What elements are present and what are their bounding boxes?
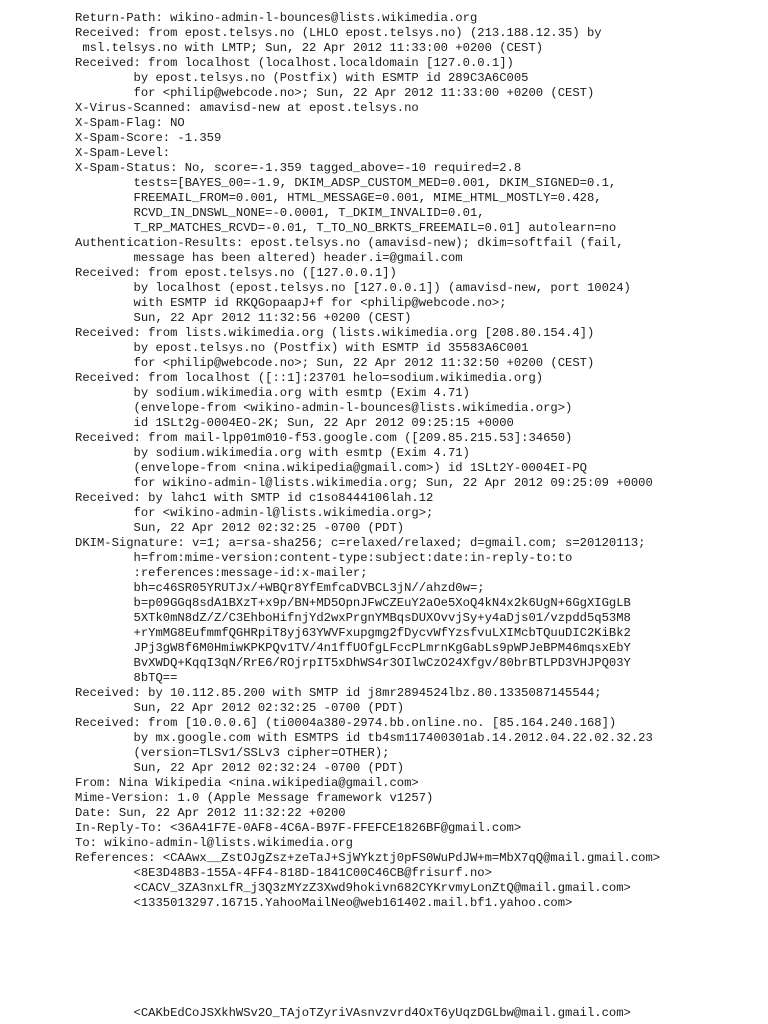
header-line: by localhost (epost.telsys.no [127.0.0.1]) (amavisd-new, port 10024) bbox=[75, 281, 631, 295]
header-line: (envelope-from <nina.wikipedia@gmail.com>) id 1SLt2Y-0004EI-PQ bbox=[75, 461, 587, 475]
header-line: X-Spam-Score: -1.359 bbox=[75, 131, 222, 145]
header-line: To: wikino-admin-l@lists.wikimedia.org bbox=[75, 836, 353, 850]
header-line: Received: from lists.wikimedia.org (lists.wikimedia.org [208.80.154.4]) bbox=[75, 326, 595, 340]
header-line: with ESMTP id RKQGopaapJ+f for <philip@webcode.no>; bbox=[75, 296, 507, 310]
header-line: Sun, 22 Apr 2012 02:32:25 -0700 (PDT) bbox=[75, 701, 405, 715]
header-line: id 1SLt2g-0004EO-2K; Sun, 22 Apr 2012 09:25:15 +0000 bbox=[75, 416, 514, 430]
header-line: 5XTk0mN8dZ/Z/C3EhboHifnjYd2wxPrgnYMBqsDUXOvvjSy+y4aDjs01/vzpdd5q53M8 bbox=[75, 611, 631, 625]
header-line: by sodium.wikimedia.org with esmtp (Exim 4.71) bbox=[75, 386, 470, 400]
header-line: From: Nina Wikipedia <nina.wikipedia@gmail.com> bbox=[75, 776, 419, 790]
header-line: Received: from epost.telsys.no ([127.0.0.1]) bbox=[75, 266, 397, 280]
header-line: Return-Path: wikino-admin-l-bounces@lists.wikimedia.org bbox=[75, 11, 478, 25]
header-line: References: <CAAwx__ZstOJgZsz+zeTaJ+SjWYkztj0pFS0WuPdJW+m=MbX7qQ@mail.gmail.com> bbox=[75, 851, 661, 865]
header-line: <CACV_3ZA3nxLfR_j3Q3zMYzZ3Xwd9hokivn682CYKrvmyLonZtQ@mail.gmail.com> bbox=[75, 881, 631, 895]
header-line: by sodium.wikimedia.org with esmtp (Exim 4.71) bbox=[75, 446, 470, 460]
header-line: by epost.telsys.no (Postfix) with ESMTP id 289C3A6C005 bbox=[75, 71, 529, 85]
header-line: for <wikino-admin-l@lists.wikimedia.org>; bbox=[75, 506, 434, 520]
header-line: DKIM-Signature: v=1; a=rsa-sha256; c=relaxed/relaxed; d=gmail.com; s=20120113; bbox=[75, 536, 646, 550]
header-line: tests=[BAYES_00=-1.9, DKIM_ADSP_CUSTOM_MED=0.001, DKIM_SIGNED=0.1, bbox=[75, 176, 617, 190]
header-line: (version=TLSv1/SSLv3 cipher=OTHER); bbox=[75, 746, 390, 760]
header-line: 8bTQ== bbox=[75, 671, 178, 685]
header-line: bh=c46SR05YRUTJx/+WBQr8YfEmfcaDVBCL3jN//ahzd0w=; bbox=[75, 581, 485, 595]
header-line: by epost.telsys.no (Postfix) with ESMTP id 35583A6C001 bbox=[75, 341, 529, 355]
header-line: X-Spam-Status: No, score=-1.359 tagged_above=-10 required=2.8 bbox=[75, 161, 522, 175]
header-line: +rYmMG8EufmmfQGHRpiT8yj63YWVFxupgmg2fDycvWfYzsfvuLXIMcbTQuuDIC2KiBk2 bbox=[75, 626, 631, 640]
header-line: Date: Sun, 22 Apr 2012 11:32:22 +0200 bbox=[75, 806, 346, 820]
header-line: Sun, 22 Apr 2012 02:32:24 -0700 (PDT) bbox=[75, 761, 405, 775]
header-line: (envelope-from <wikino-admin-l-bounces@lists.wikimedia.org>) bbox=[75, 401, 573, 415]
references-continuation-line: <CAKbEdCoJSXkhWSv2O_TAjoTZyriVAsnvzvrd4OxT6yUqzDGLbw@mail.gmail.com> bbox=[75, 1006, 631, 1020]
header-line: <1335013297.16715.YahooMailNeo@web161402.mail.bf1.yahoo.com> bbox=[75, 896, 573, 910]
header-line: <8E3D48B3-155A-4FF4-818D-1841C00C46CB@frisurf.no> bbox=[75, 866, 492, 880]
header-line: Authentication-Results: epost.telsys.no (amavisd-new); dkim=softfail (fail, bbox=[75, 236, 624, 250]
header-line: FREEMAIL_FROM=0.001, HTML_MESSAGE=0.001, MIME_HTML_MOSTLY=0.428, bbox=[75, 191, 602, 205]
header-line: Sun, 22 Apr 2012 11:32:56 +0200 (CEST) bbox=[75, 311, 412, 325]
header-line: h=from:mime-version:content-type:subject:date:in-reply-to:to bbox=[75, 551, 573, 565]
header-line: RCVD_IN_DNSWL_NONE=-0.0001, T_DKIM_INVALID=0.01, bbox=[75, 206, 485, 220]
header-line: JPj3gW8f6M0HmiwKPKPQv1TV/4n1ffUOfgLFccPLmrnKgGabLs9pWPJeBPM46mqsxEbY bbox=[75, 641, 631, 655]
header-line: Received: by 10.112.85.200 with SMTP id j8mr2894524lbz.80.1335087145544; bbox=[75, 686, 602, 700]
header-line: message has been altered) header.i=@gmail.com bbox=[75, 251, 463, 265]
email-raw-headers bbox=[75, 11, 660, 911]
header-line: BvXWDQ+KqqI3qN/RrE6/ROjrpIT5xDhWS4r3OIlwCzO24Xfgv/80brBTLPD3VHJPQ03Y bbox=[75, 656, 631, 670]
header-line: In-Reply-To: <36A41F7E-0AF8-4C6A-B97F-FFEFCE1826BF@gmail.com> bbox=[75, 821, 522, 835]
header-line: T_RP_MATCHES_RCVD=-0.01, T_TO_NO_BRKTS_FREEMAIL=0.01] autolearn=no bbox=[75, 221, 617, 235]
header-line: msl.telsys.no with LMTP; Sun, 22 Apr 2012 11:33:00 +0200 (CEST) bbox=[75, 41, 544, 55]
header-line: for wikino-admin-l@lists.wikimedia.org; Sun, 22 Apr 2012 09:25:09 +0000 bbox=[75, 476, 653, 490]
header-line: Received: from [10.0.0.6] (ti0004a380-2974.bb.online.no. [85.164.240.168]) bbox=[75, 716, 617, 730]
header-line: for <philip@webcode.no>; Sun, 22 Apr 2012 11:32:50 +0200 (CEST) bbox=[75, 356, 595, 370]
header-line: Received: from localhost (localhost.localdomain [127.0.0.1]) bbox=[75, 56, 514, 70]
header-line: Sun, 22 Apr 2012 02:32:25 -0700 (PDT) bbox=[75, 521, 405, 535]
header-line: for <philip@webcode.no>; Sun, 22 Apr 2012 11:33:00 +0200 (CEST) bbox=[75, 86, 595, 100]
header-line: Received: from mail-lpp01m010-f53.google.com ([209.85.215.53]:34650) bbox=[75, 431, 573, 445]
header-line: X-Spam-Flag: NO bbox=[75, 116, 185, 130]
header-line: Mime-Version: 1.0 (Apple Message framework v1257) bbox=[75, 791, 434, 805]
header-line: Received: by lahc1 with SMTP id c1so8444106lah.12 bbox=[75, 491, 434, 505]
header-line: X-Virus-Scanned: amavisd-new at epost.telsys.no bbox=[75, 101, 419, 115]
header-line: :references:message-id:x-mailer; bbox=[75, 566, 368, 580]
header-line: by mx.google.com with ESMTPS id tb4sm117400301ab.14.2012.04.22.02.32.23 bbox=[75, 731, 653, 745]
header-line: b=p09GGq8sdA1BXzT+x9p/BN+MD5OpnJFwCZEuY2aOe5XoQ4kN4x2k6UgN+6GgXIGgLB bbox=[75, 596, 631, 610]
header-line: X-Spam-Level: bbox=[75, 146, 171, 160]
header-line: Received: from epost.telsys.no (LHLO epost.telsys.no) (213.188.12.35) by bbox=[75, 26, 602, 40]
header-line: Received: from localhost ([::1]:23701 helo=sodium.wikimedia.org) bbox=[75, 371, 544, 385]
